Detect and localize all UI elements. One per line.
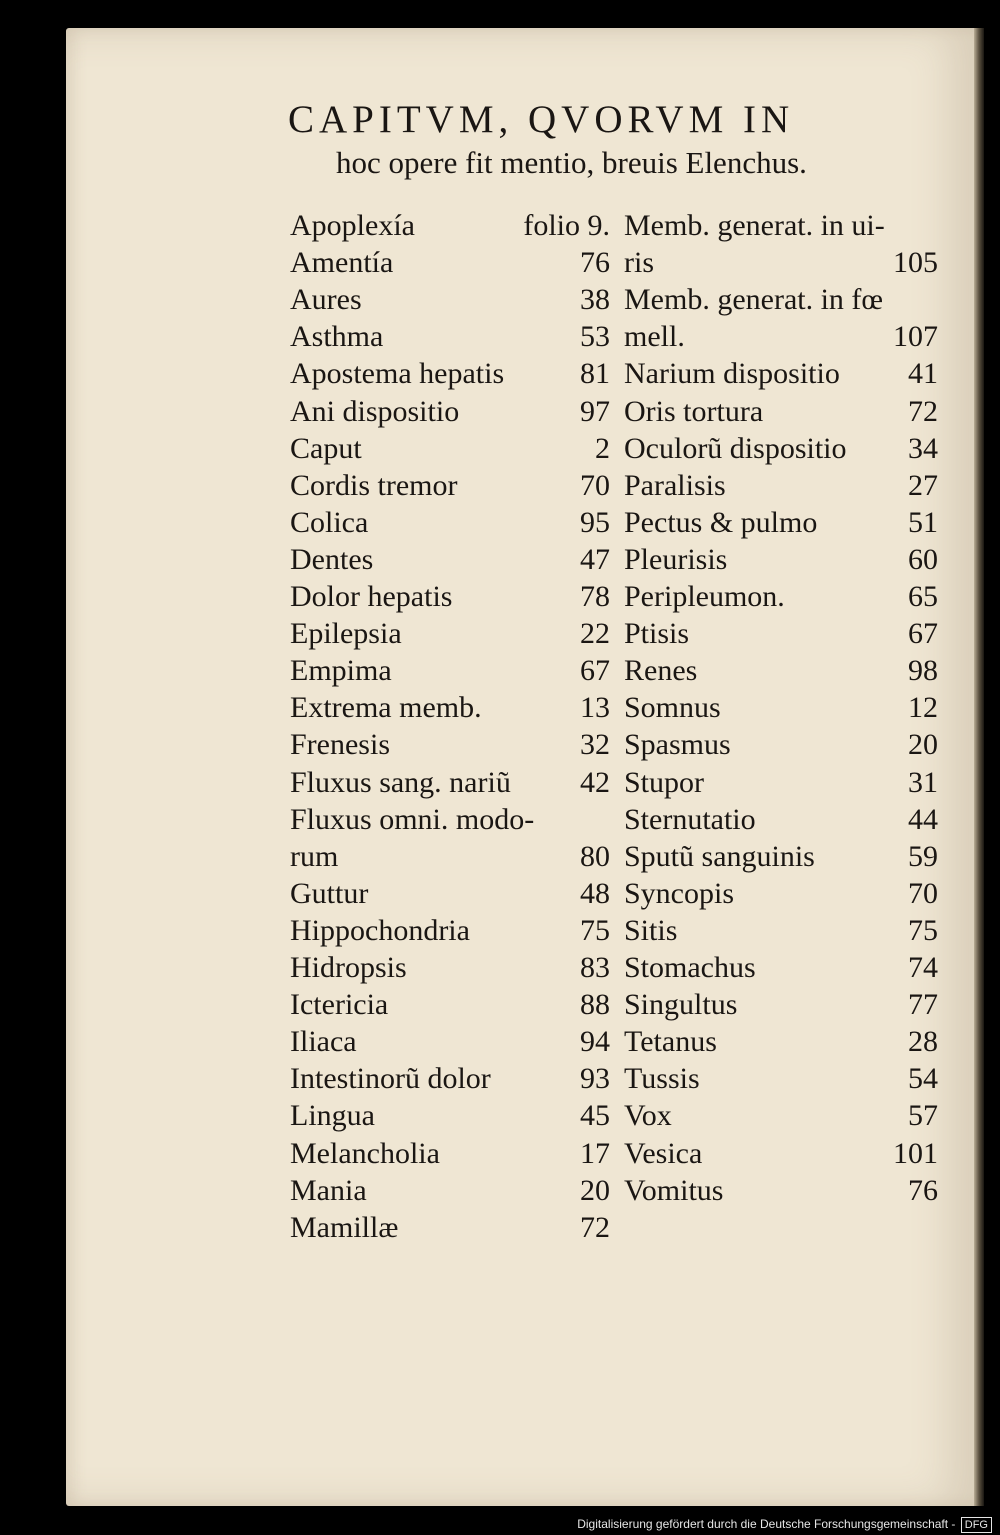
entry-folio: 48 [580,876,610,910]
entry-name: Stomachus [624,951,756,984]
entry-name: Ptisis [624,617,690,651]
index-entry [290,950,610,986]
page-edge [974,28,984,1506]
entry-name: Ictericia [290,988,389,1022]
entry-folio: 32 [580,728,610,762]
entry-name: Extrema memb. [290,691,482,725]
entry-name: Dentes [290,542,374,576]
index-entry [624,579,938,615]
entry-folio: 101 [893,1136,938,1170]
index-entry [290,690,610,726]
index-entry [624,208,938,244]
entry-name: Frenesis [290,728,390,762]
entry-folio: 105 [893,246,938,280]
entry-folio: 65 [908,580,938,613]
index-entry [624,542,938,578]
entry-name: Ani dispositio [290,394,460,428]
index-entry [290,876,610,912]
entry-name: Narium dispositio [624,357,840,391]
entry-name: Syncopis [624,876,735,910]
entry-name: Tussis [624,1062,700,1096]
index-entry [290,468,610,504]
index-entry [290,542,610,578]
entry-folio: 97 [580,394,610,428]
entry-name: Memb. generat. in fœ [624,283,884,317]
entry-folio: 27 [908,468,938,502]
entry-name: Tetanus [624,1025,717,1059]
index-entry [624,690,938,726]
index-entry [290,913,610,949]
entry-folio: 77 [908,988,938,1022]
dfg-logo: DFG [961,1517,992,1533]
index-entry [624,1173,938,1209]
entry-folio: 38 [580,283,610,317]
entry-folio: 76 [908,1173,938,1207]
index-entry [624,616,938,652]
entry-name: Pleurisis [624,542,728,576]
index-entry [290,1061,610,1097]
credit-text: Digitalisierung gefördert durch die Deutsche Forschungsgemeinschaft - [577,1517,956,1531]
entry-name: Memb. generat. in ui- [624,209,885,242]
entry-folio: 74 [908,951,938,984]
index-entry [290,394,610,430]
index-entry [624,802,938,838]
entry-name: Apostema hepatis [290,357,505,391]
index-entry [624,987,938,1023]
entry-folio: 60 [908,542,938,576]
entry-folio: 67 [908,617,938,651]
entry-folio: 45 [580,1099,610,1133]
entry-folio: 51 [908,505,938,539]
index-entry [624,505,938,541]
index-entry [290,1210,610,1246]
index-entry [624,950,938,986]
entry-folio: 72 [580,1210,610,1244]
entry-name: Oculorũ dispositio [624,431,847,465]
entry-folio: 107 [893,320,938,354]
entry-folio: 81 [580,357,610,391]
entry-name: Vomitus [624,1173,724,1207]
entry-name: Somnus [624,691,721,725]
entry-name: Pectus & pulmo [624,505,818,539]
entry-folio: 70 [908,876,938,910]
entry-name: rum [290,839,339,873]
entry-name: Dolor hepatis [290,580,453,613]
entry-name: Apoplexía [290,209,415,242]
entry-name: Sputũ sanguinis [624,839,815,873]
index-entry [290,1136,610,1172]
index-entry [290,765,610,801]
entry-folio: 47 [580,542,610,576]
entry-name: Hidropsis [290,951,407,984]
entry-folio: 20 [580,1173,610,1207]
entry-folio: 57 [908,1099,938,1133]
entry-folio: 83 [580,951,610,984]
index-entry [624,913,938,949]
entry-name: Aures [290,283,362,317]
index-entry [290,616,610,652]
index-entry [624,245,938,281]
entry-name: Oris tortura [624,394,764,428]
entry-name: ris [624,246,654,280]
index-entry [624,319,938,355]
entry-name: Paralisis [624,468,726,502]
entry-folio: 76 [580,246,610,280]
entry-name: mell. [624,320,685,354]
entry-folio: 95 [580,505,610,539]
index-entry [290,727,610,763]
entry-folio: 34 [908,431,938,465]
entry-folio: 22 [580,617,610,651]
index-entry [624,876,938,912]
index-entry [290,245,610,281]
entry-folio: 20 [908,728,938,762]
entry-folio: 28 [908,1025,938,1059]
entry-folio: 13 [580,691,610,725]
entry-folio: 59 [908,839,938,873]
entry-name: Melancholia [290,1136,440,1170]
index-entry [624,1136,938,1172]
entry-name: Iliaca [290,1025,357,1059]
index-entry [624,468,938,504]
entry-name: Empima [290,654,392,688]
index-entry [290,579,610,615]
index-entry [624,1024,938,1060]
entry-folio: 41 [908,357,938,391]
index-entry [290,653,610,689]
entry-name: Mamillæ [290,1210,399,1244]
entry-name: Caput [290,431,362,465]
entry-name: Cordis tremor [290,468,458,502]
entry-name: Mania [290,1173,367,1207]
entry-name: Intestinorũ dolor [290,1062,491,1096]
index-entry [290,1024,610,1060]
entry-folio: 67 [580,654,610,688]
entry-name: Singultus [624,988,738,1022]
entry-name: Fluxus sang. nariũ [290,765,511,799]
index-entry [624,431,938,467]
entry-name: Vox [624,1099,672,1133]
index-entry [624,653,938,689]
index-entry [624,765,938,801]
index-entry [290,802,610,838]
index-entry [290,356,610,392]
entry-name: Spasmus [624,728,731,762]
entry-name: Epilepsia [290,617,402,651]
index-entry [624,727,938,763]
index-entry [624,356,938,392]
index-title: CAPITVM, QVORVM IN [288,98,795,141]
index-entry [290,282,610,318]
index-entry [624,1098,938,1134]
entry-name: Amentía [290,246,394,280]
entry-name: Lingua [290,1099,375,1133]
index-entry [624,394,938,430]
entry-folio: 94 [580,1025,610,1059]
entry-name: Vesica [624,1136,703,1170]
index-entry [290,505,610,541]
entry-folio: 93 [580,1062,610,1096]
entry-folio: 54 [908,1062,938,1096]
index-entry [290,431,610,467]
index-entry [624,839,938,875]
entry-name: Guttur [290,876,369,910]
entry-name: Stupor [624,765,705,799]
entry-folio: 80 [580,839,610,873]
entry-folio: 75 [580,913,610,947]
entry-folio: 88 [580,988,610,1022]
entry-folio: 98 [908,654,938,688]
entry-name: Peripleumon. [624,580,785,613]
entry-name: Colica [290,505,369,539]
entry-name: Sitis [624,913,678,947]
entry-name: Sternutatio [624,802,756,836]
index-entry [290,987,610,1023]
entry-folio: 17 [580,1136,610,1170]
digitization-credit [577,1517,992,1533]
entry-folio: folio 9. [523,209,610,242]
entry-folio: 75 [908,913,938,947]
entry-name: Hippochondria [290,913,470,947]
entry-name: Fluxus omni. modo- [290,802,535,836]
entry-name: Asthma [290,320,384,354]
index-entry [290,208,610,244]
entry-folio: 78 [580,580,610,613]
index-entry [290,319,610,355]
index-entry [290,1173,610,1209]
entry-folio: 70 [580,468,610,502]
index-entry [290,1098,610,1134]
entry-folio: 2 [595,431,610,465]
entry-folio: 72 [908,394,938,428]
entry-folio: 31 [908,765,938,799]
entry-folio: 53 [580,320,610,354]
entry-folio: 42 [580,765,610,799]
index-entry [624,1061,938,1097]
index-entry [624,282,938,318]
entry-folio: 44 [908,802,938,836]
entry-folio: 12 [908,691,938,725]
entry-name: Renes [624,654,698,688]
index-entry [290,839,610,875]
index-subtitle: hoc opere fit mentio, breuis Elenchus. [336,145,807,180]
